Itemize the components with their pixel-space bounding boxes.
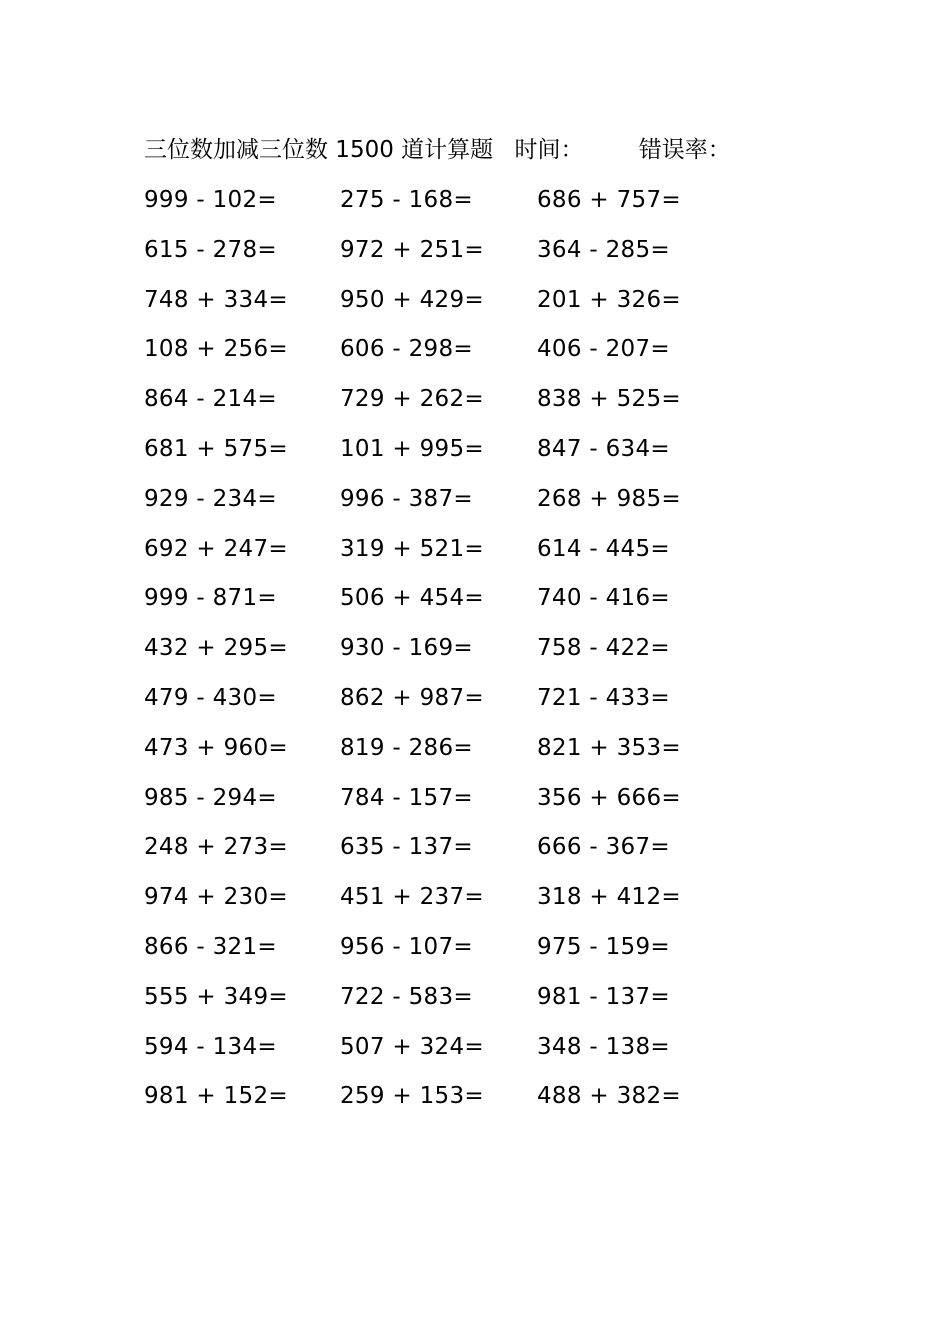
math-problem: 507 + 324= [340, 1033, 484, 1060]
math-problem: 985 - 294= [144, 784, 277, 811]
math-problem: 740 - 416= [537, 585, 670, 612]
problem-row [144, 1079, 744, 1129]
problem-row [144, 980, 744, 1030]
problem-row [144, 581, 744, 631]
error-rate-label: 错误率： [638, 137, 731, 163]
math-problem: 999 - 871= [144, 585, 277, 612]
problem-row [144, 532, 744, 582]
math-problem: 555 + 349= [144, 983, 288, 1010]
math-problem: 473 + 960= [144, 734, 288, 761]
math-problem: 862 + 987= [340, 684, 484, 711]
math-problem: 108 + 256= [144, 336, 288, 363]
math-problem: 866 - 321= [144, 933, 277, 960]
math-problem: 748 + 334= [144, 286, 288, 313]
problem-row [144, 930, 744, 980]
math-problem: 201 + 326= [537, 286, 681, 313]
math-problem: 758 - 422= [537, 635, 670, 662]
math-problem: 318 + 412= [537, 884, 681, 911]
math-problem: 929 - 234= [144, 485, 277, 512]
problem-row [144, 631, 744, 681]
math-problem: 348 - 138= [537, 1033, 670, 1060]
math-problem: 101 + 995= [340, 435, 484, 462]
problem-row [144, 482, 744, 532]
math-problem: 819 - 286= [340, 734, 473, 761]
math-problem: 681 + 575= [144, 435, 288, 462]
worksheet-title: 三位数加减三位数 1500 道计算题 [144, 137, 494, 163]
math-problem: 956 - 107= [340, 933, 473, 960]
problem-row [144, 731, 744, 781]
math-problem: 506 + 454= [340, 585, 484, 612]
math-problem: 259 + 153= [340, 1083, 484, 1110]
math-problem: 488 + 382= [537, 1083, 681, 1110]
math-problem: 999 - 102= [144, 187, 277, 213]
problem-row [144, 432, 744, 482]
math-problem: 722 - 583= [340, 983, 473, 1010]
math-problem: 721 - 433= [537, 684, 670, 711]
math-problem: 666 - 367= [537, 834, 670, 861]
math-problem: 614 - 445= [537, 535, 670, 562]
problem-row [144, 382, 744, 432]
math-problem: 847 - 634= [537, 435, 670, 462]
math-problem: 981 - 137= [537, 983, 670, 1010]
problem-row [144, 283, 744, 333]
math-problem: 692 + 247= [144, 535, 288, 562]
problem-row [144, 830, 744, 880]
math-problem: 821 + 353= [537, 734, 681, 761]
math-problem: 615 - 278= [144, 236, 277, 263]
math-problem: 406 - 207= [537, 336, 670, 363]
math-problem: 974 + 230= [144, 884, 288, 911]
math-problem: 451 + 237= [340, 884, 484, 911]
problem-row [144, 183, 744, 233]
problem-row [144, 781, 744, 831]
time-label: 时间： [514, 137, 584, 163]
math-problem: 479 - 430= [144, 684, 277, 711]
math-problem: 981 + 152= [144, 1083, 288, 1110]
math-problem: 432 + 295= [144, 635, 288, 662]
math-problem: 606 - 298= [340, 336, 473, 363]
math-problem: 635 - 137= [340, 834, 473, 861]
math-problem: 686 + 757= [537, 187, 681, 213]
math-problem: 275 - 168= [340, 187, 473, 213]
problem-row [144, 1030, 744, 1080]
problem-row [144, 681, 744, 731]
problem-row [144, 332, 744, 382]
math-problem: 950 + 429= [340, 286, 484, 313]
problem-row [144, 233, 744, 283]
problem-grid [144, 183, 744, 1129]
math-problem: 248 + 273= [144, 834, 288, 861]
math-problem: 864 - 214= [144, 386, 277, 413]
math-problem: 975 - 159= [537, 933, 670, 960]
math-problem: 996 - 387= [340, 485, 473, 512]
math-problem: 319 + 521= [340, 535, 484, 562]
math-problem: 972 + 251= [340, 236, 484, 263]
math-problem: 594 - 134= [144, 1033, 277, 1060]
math-problem: 268 + 985= [537, 485, 681, 512]
math-problem: 930 - 169= [340, 635, 473, 662]
math-problem: 364 - 285= [537, 236, 670, 263]
math-problem: 356 + 666= [537, 784, 681, 811]
worksheet-header [144, 134, 864, 166]
math-problem: 784 - 157= [340, 784, 473, 811]
math-problem: 729 + 262= [340, 386, 484, 413]
math-problem: 838 + 525= [537, 386, 681, 413]
problem-row [144, 880, 744, 930]
